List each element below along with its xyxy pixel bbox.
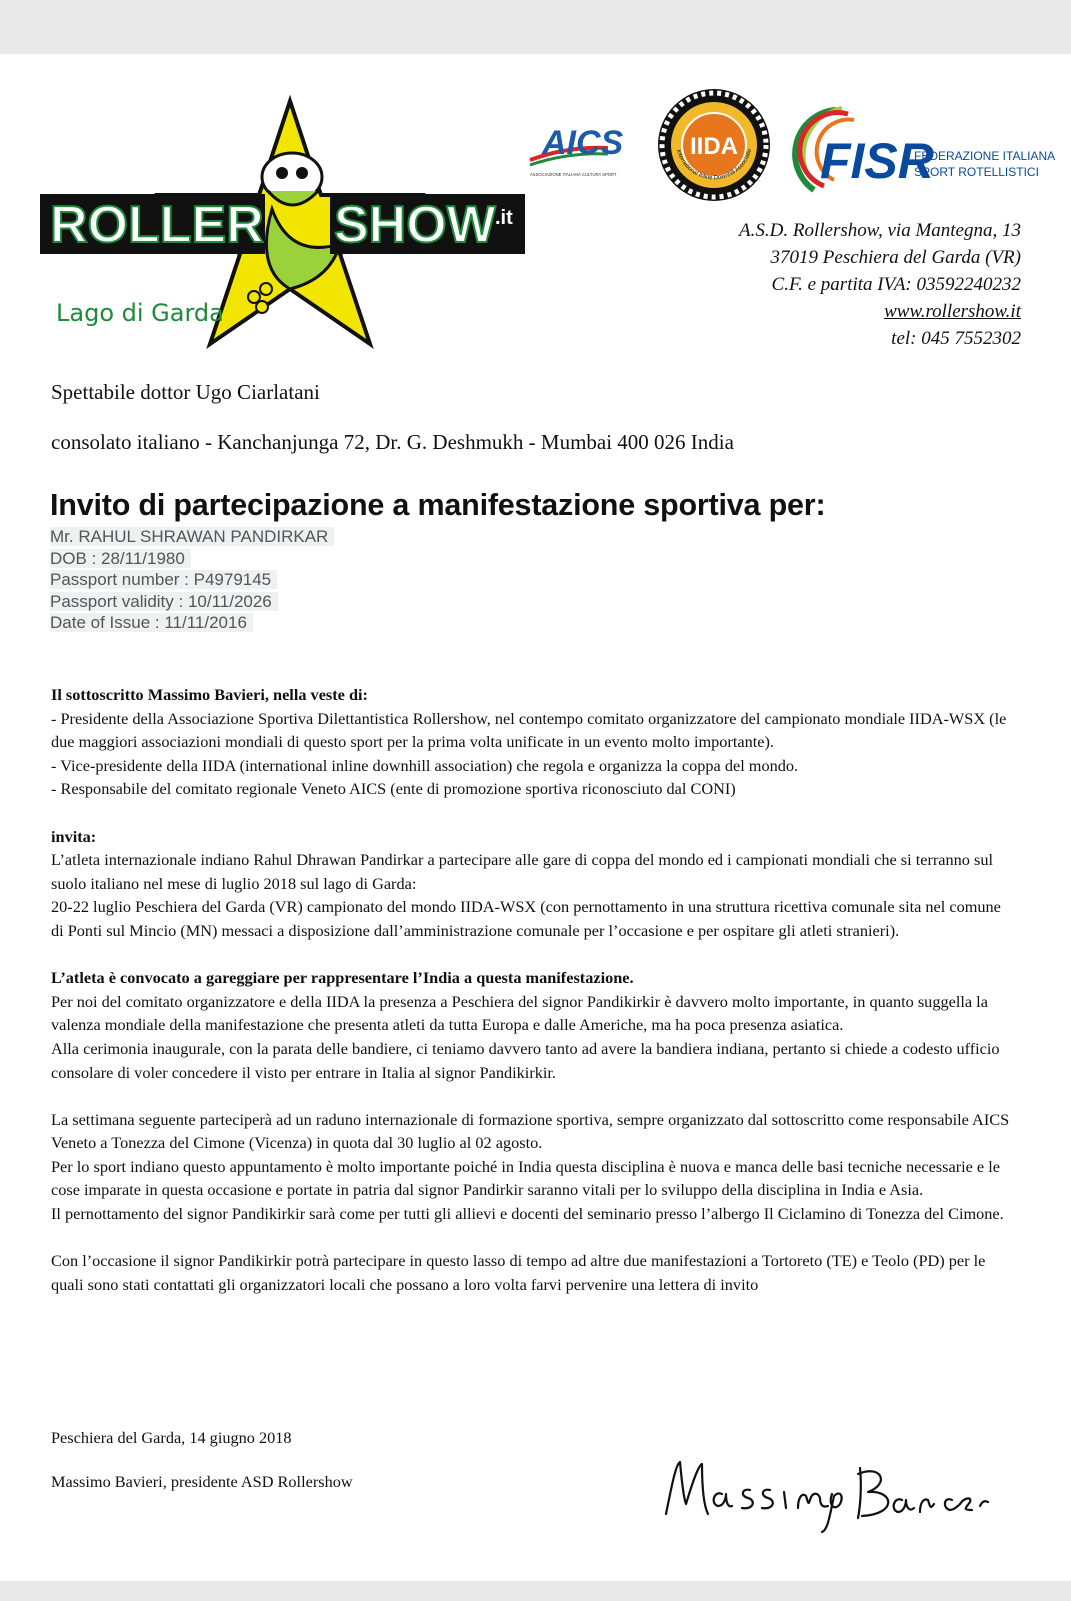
sender-line2: 37019 Peschiera del Garda (VR) bbox=[770, 247, 1021, 268]
fisr-line1: FEDERAZIONE ITALIANA bbox=[914, 149, 1056, 163]
body-paragraph: 20-22 luglio Peschiera del Garda (VR) campionato del mondo IIDA-WSX (con pernottamento in una struttura ricettiva comunale sita nel comune di Ponti sul Mincio (MN) messaci a disposizione dall’amministrazione comunale per l’occasione e per ospitare gli atleti stranieri). bbox=[51, 897, 1001, 940]
aics-text: AICS bbox=[542, 124, 624, 162]
athlete-passport: Passport number : P4979145 bbox=[50, 570, 277, 589]
fisr-logo bbox=[786, 100, 1056, 198]
aics-logo bbox=[528, 118, 628, 178]
section-heading: L’atleta è convocato a gareggiare per rappresentare l’India a questa manifestazione. bbox=[51, 968, 634, 988]
fisr-line2: SPORT ROTELLISTICI bbox=[914, 165, 1039, 179]
body-paragraph: Per noi del comitato organizzatore e della IIDA la presenza a Peschiera del signor Pandikirkir è davvero molto importante, in quanto suggella la valenza mondiale della manifestazione che presenta atleti da tutta Europa e dalle Americhe, ma ha poca presenza asiatica. bbox=[51, 991, 988, 1035]
body-paragraph: - Responsabile del comitato regionale Veneto AICS (ente di promozione sportiva riconosciuto dal CONI) bbox=[51, 779, 736, 799]
logo-subtitle: Lago di Garda bbox=[56, 299, 224, 327]
athlete-passport-validity: Passport validity : 10/11/2026 bbox=[50, 592, 278, 611]
section-heading: Il sottoscritto Massimo Bavieri, nella veste di: bbox=[51, 685, 368, 704]
body-paragraph: Con l’occasione il signor Pandikirkir potrà partecipare in questo lasso di tempo ad altre due manifestazioni a Tortoreto (TE) e Teolo (PD) per le quali sono stati contattati gli organizzatori locali che possano a loro volta farvi pervenire una lettera di invito bbox=[51, 1251, 986, 1294]
body-paragraph: - Presidente della Associazione Sportiva Dilettantistica Rollershow, nel contempo comitato organizzatore del campionato mondiale IIDA-WSX (le due maggiori associazioni mondiali di questo sport per la prima volta unificate in un evento molto importante). bbox=[51, 708, 1007, 752]
athlete-issue-date: Date of Issue : 11/11/2016 bbox=[50, 613, 253, 632]
recipient-address: consolato italiano - Kanchanjunga 72, Dr. G. Deshmukh - Mumbai 400 026 India bbox=[51, 430, 734, 454]
logo-show-text: SHOW bbox=[334, 196, 496, 254]
logo-it-text: .it bbox=[495, 207, 513, 229]
iida-text: IIDA bbox=[690, 133, 738, 160]
sender-website-link[interactable]: www.rollershow.it bbox=[884, 301, 1021, 322]
logo-roller-text: ROLLER bbox=[50, 196, 264, 254]
body-paragraph: L’atleta internazionale indiano Rahul Dhrawan Pandirkar a partecipare alle gare di coppa del mondo ed i campionati mondiali che si terranno sul suolo italiano nel mese di luglio 2018 sul lago di Garda: bbox=[51, 850, 994, 893]
signatory: Massimo Bavieri, presidente ASD Rollershow bbox=[51, 1472, 353, 1491]
handwritten-signature bbox=[662, 1454, 992, 1534]
section-heading: invita: bbox=[51, 826, 97, 846]
recipient-name: Spettabile dottor Ugo Ciarlatani bbox=[51, 380, 320, 404]
fisr-text: FISR bbox=[820, 133, 934, 189]
place-date: Peschiera del Garda, 14 giugno 2018 bbox=[51, 1428, 292, 1447]
body-paragraph: Per lo sport indiano questo appuntamento è molto importante poiché in India questa disciplina è nuova e manca delle basi tecniche necessarie e le cose imparate in questa occasione e portate in patria dal signor Pandirkir saranno vitali per lo sviluppo della disciplina in India e Asia. bbox=[51, 1156, 1000, 1200]
sender-line3: C.F. e partita IVA: 03592240232 bbox=[771, 274, 1021, 295]
letter-body bbox=[51, 683, 1011, 1296]
aics-caption: ASSOCIAZIONE ITALIANA CULTURA SPORT bbox=[530, 172, 617, 177]
body-paragraph: La settimana seguente parteciperà ad un raduno internazionale di formazione sportiva, sempre organizzato dal sottoscritto come responsabile AICS Veneto a Tonezza del Cimone (Vicenza) in quota dal 30 luglio al 02 agosto. bbox=[51, 1109, 1010, 1153]
body-paragraph: Il pernottamento del signor Pandikirkir sarà come per tutti gli allievi e docenti del seminario presso l’albergo Il Ciclamino di Tonezza del Cimone. bbox=[51, 1204, 1004, 1224]
body-paragraph: Alla cerimonia inaugurale, con la parata delle bandiere, ci teniamo davvero tanto ad avere la bandiera indiana, pertanto si chiede a codesto ufficio consolare di voler concedere il visto per entrare in Italia al signor Pandikirkir. bbox=[51, 1038, 1000, 1082]
sender-phone: tel: 045 7552302 bbox=[891, 328, 1021, 349]
sender-line1: A.S.D. Rollershow, via Mantegna, 13 bbox=[739, 220, 1021, 241]
body-paragraph: - Vice-presidente della IIDA (international inline downhill association) che regola e organizza la coppa del mondo. bbox=[51, 755, 799, 775]
athlete-name: Mr. RAHUL SHRAWAN PANDIRKAR bbox=[50, 527, 334, 546]
letter-page bbox=[0, 54, 1071, 1581]
athlete-details bbox=[50, 526, 334, 634]
athlete-dob: DOB : 28/11/1980 bbox=[50, 549, 191, 568]
sender-address bbox=[739, 217, 1021, 352]
rollershow-logo bbox=[40, 99, 540, 344]
iida-logo bbox=[655, 86, 773, 204]
iida-ring-text: International Inline Downhill Associatio bbox=[675, 148, 754, 182]
letter-title: Invito di partecipazione a manifestazione sportiva per: bbox=[50, 488, 826, 522]
